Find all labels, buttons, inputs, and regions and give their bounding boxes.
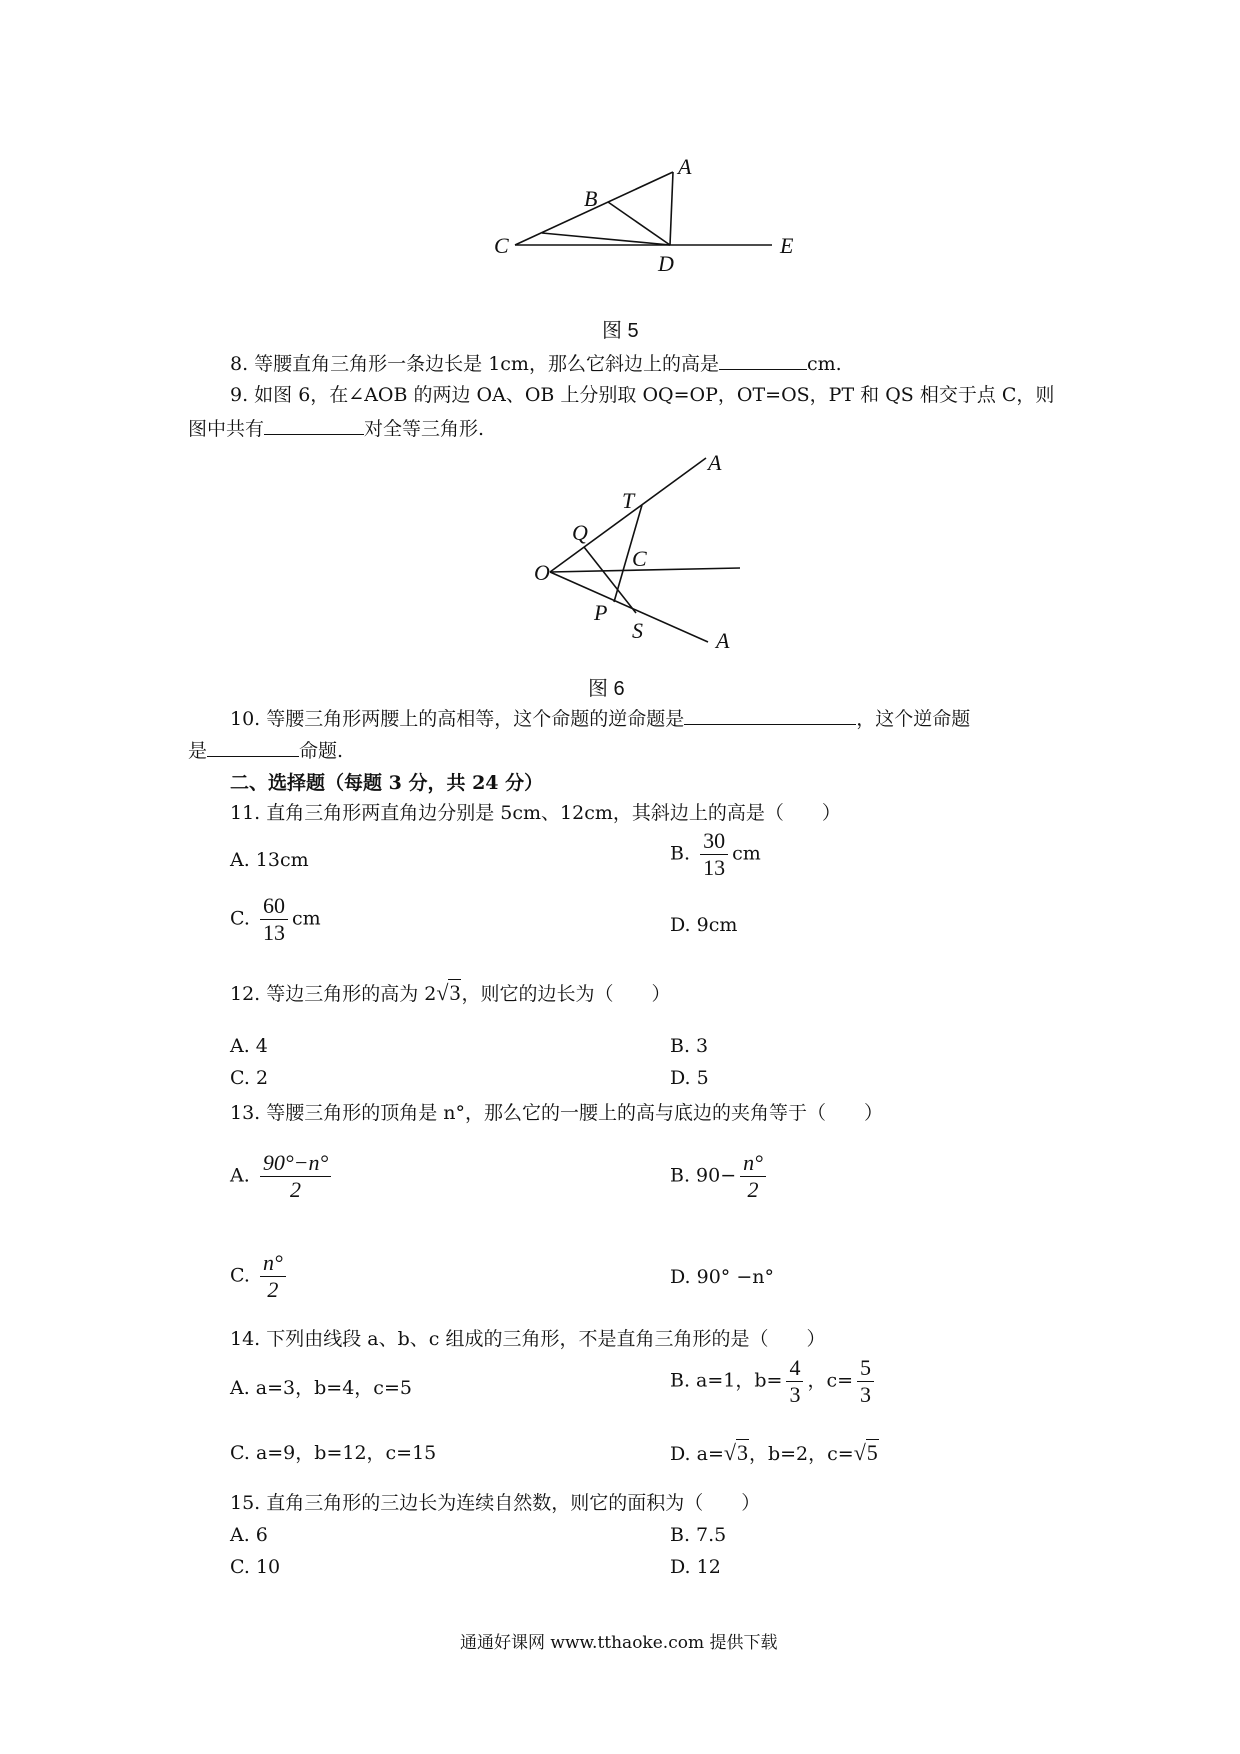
- q13-option-c[interactable]: C. $\frac{n^\circ}{2}$: [230, 1250, 290, 1303]
- fig5-label-c: C: [494, 233, 509, 258]
- fraction: $\frac{4}{3}$: [786, 1355, 803, 1408]
- q11-option-d[interactable]: D. 9cm: [670, 914, 738, 936]
- q14-option-c[interactable]: C. a=9，b=12，c=15: [230, 1442, 437, 1464]
- fraction: $\frac{30}{13}$: [700, 828, 728, 881]
- q13-option-d[interactable]: D. 90° −n°: [670, 1266, 775, 1288]
- q15-option-c[interactable]: C. 10: [230, 1556, 281, 1578]
- fig5-label-a: A: [678, 154, 692, 179]
- fig6-label-p: P: [594, 600, 608, 625]
- question-15-stem: 15. 直角三角形的三边长为连续自然数，则它的面积为（ ）: [230, 1492, 761, 1514]
- question-10-line2: 是 命题.: [188, 736, 343, 764]
- q12-option-d[interactable]: D. 5: [670, 1067, 709, 1089]
- sqrt: √3: [436, 980, 461, 1005]
- q11-option-b[interactable]: B. $\frac{30}{13}$ cm: [670, 828, 761, 880]
- sqrt: √5: [853, 1440, 878, 1465]
- answer-blank-q9[interactable]: [264, 414, 364, 435]
- fraction: $\frac{5}{3}$: [857, 1355, 874, 1408]
- fig6-label-q: Q: [572, 520, 588, 545]
- question-11-stem: 11. 直角三角形两直角边分别是 5cm、12cm，其斜边上的高是（ ）: [230, 802, 841, 824]
- q14-option-b[interactable]: B. a=1，b= $\frac{4}{3}$ ，c= $\frac{5}{3}$: [670, 1355, 878, 1408]
- fraction: $\frac{n^\circ}{2}$: [740, 1150, 766, 1203]
- q11-option-a[interactable]: A. 13cm: [230, 849, 309, 871]
- q15-option-a[interactable]: A. 6: [230, 1524, 268, 1546]
- question-9-line1: 9. 如图 6，在∠AOB 的两边 OA、OB 上分别取 OQ=OP，OT=OS，PT 和 QS 相交于点 C，则: [230, 384, 1055, 406]
- answer-blank-q8[interactable]: [719, 349, 807, 370]
- fig6-label-s: S: [632, 618, 643, 643]
- question-13-stem: 13. 等腰三角形的顶角是 n°，那么它的一腰上的高与底边的夹角等于（ ）: [230, 1102, 884, 1124]
- sqrt: √3: [723, 1440, 748, 1465]
- figure-5: [480, 150, 810, 280]
- page-footer: 通通好课网 www.tthaoke.com 提供下载: [460, 1633, 778, 1653]
- fig6-caption: 图 6: [588, 678, 625, 700]
- fig5-label-e: E: [780, 233, 794, 258]
- fraction: $\frac{60}{13}$: [260, 893, 288, 946]
- fig6-label-a-top: A: [708, 450, 722, 475]
- q11-option-c[interactable]: C. $\frac{60}{13}$ cm: [230, 893, 321, 945]
- q15-option-b[interactable]: B. 7.5: [670, 1524, 727, 1546]
- answer-blank-q10-a[interactable]: [684, 704, 856, 725]
- q12-option-b[interactable]: B. 3: [670, 1035, 709, 1057]
- fraction: $\frac{90^\circ-n^\circ}{2}$: [260, 1150, 331, 1203]
- q12-option-a[interactable]: A. 4: [230, 1035, 268, 1057]
- fraction: $\frac{n^\circ}{2}$: [260, 1250, 286, 1303]
- question-14-stem: 14. 下列由线段 a、b、c 组成的三角形，不是直角三角形的是（ ）: [230, 1328, 826, 1350]
- q13-option-a[interactable]: A. $\frac{90^\circ-n^\circ}{2}$: [230, 1150, 335, 1203]
- q12-option-c[interactable]: C. 2: [230, 1067, 269, 1089]
- q13-option-b[interactable]: B. 90− $\frac{n^\circ}{2}$: [670, 1150, 770, 1203]
- fig6-label-o: O: [534, 560, 550, 585]
- question-9-line2: 图中共有 对全等三角形.: [188, 414, 484, 442]
- figure-6: [528, 448, 768, 658]
- question-12-stem: 12. 等边三角形的高为 2√3，则它的边长为（ ）: [230, 980, 671, 1005]
- fig6-label-c: C: [632, 546, 647, 571]
- question-8: 8. 等腰直角三角形一条边长是 1cm，那么它斜边上的高是 cm.: [230, 349, 842, 377]
- section-2-title: 二、选择题（每题 3 分，共 24 分）: [230, 772, 544, 794]
- answer-blank-q10-b[interactable]: [207, 736, 299, 757]
- q14-option-d[interactable]: D. a=√3，b=2，c=√5: [670, 1440, 878, 1465]
- question-10-line1: 10. 等腰三角形两腰上的高相等，这个命题的逆命题是 ，这个逆命题: [230, 704, 970, 732]
- fig5-caption: 图 5: [602, 320, 639, 342]
- q15-option-d[interactable]: D. 12: [670, 1556, 721, 1578]
- fig6-label-a-bottom: A: [716, 628, 730, 653]
- q14-option-a[interactable]: A. a=3，b=4，c=5: [230, 1377, 412, 1399]
- fig5-label-b: B: [584, 186, 598, 211]
- fig6-label-t: T: [622, 488, 635, 513]
- fig5-label-d: D: [658, 251, 674, 276]
